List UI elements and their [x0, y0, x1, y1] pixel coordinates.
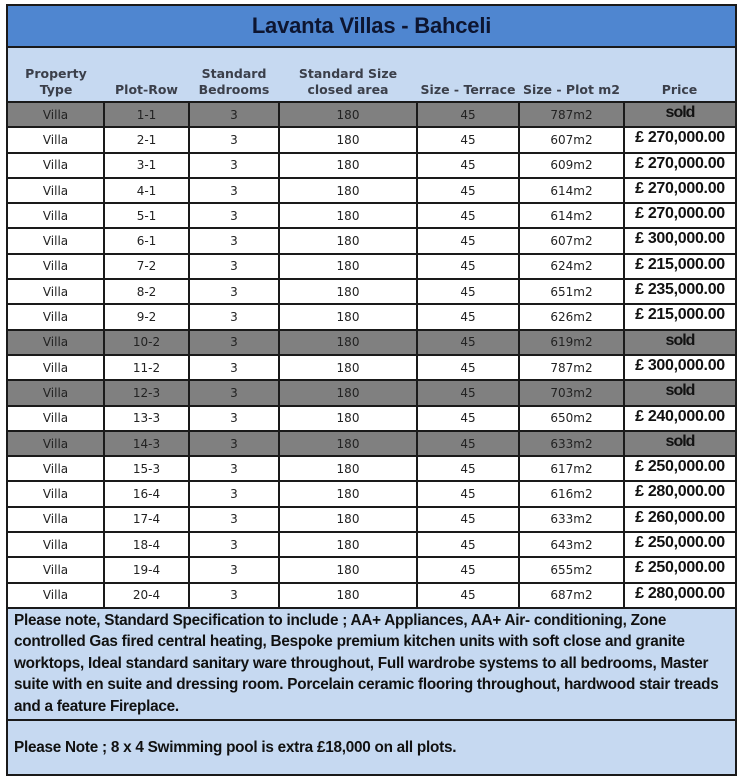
- plot-row-cell: 11-2: [104, 355, 189, 380]
- price-cell: £ 215,000.00: [624, 304, 735, 329]
- closed-area-cell: 180: [279, 431, 417, 456]
- plot-row-cell: 1-1: [104, 102, 189, 127]
- column-header-closed-area: Standard Size closed area: [279, 48, 417, 102]
- bedrooms-cell: 3: [189, 380, 279, 405]
- closed-area-cell: 180: [279, 304, 417, 329]
- plot-size-cell: 619m2: [519, 330, 624, 355]
- table-body: [8, 102, 735, 608]
- plot-size-cell: 626m2: [519, 304, 624, 329]
- terrace-cell: 45: [417, 456, 519, 481]
- closed-area-cell: 180: [279, 532, 417, 557]
- property-type-cell: Villa: [8, 380, 104, 405]
- closed-area-cell: 180: [279, 203, 417, 228]
- terrace-cell: 45: [417, 228, 519, 253]
- table-row: [8, 380, 735, 405]
- plot-size-cell: 607m2: [519, 127, 624, 152]
- property-type-cell: Villa: [8, 102, 104, 127]
- table-row: [8, 127, 735, 152]
- closed-area-cell: 180: [279, 153, 417, 178]
- table-row: [8, 481, 735, 506]
- property-type-cell: Villa: [8, 304, 104, 329]
- plot-row-cell: 18-4: [104, 532, 189, 557]
- bedrooms-cell: 3: [189, 355, 279, 380]
- plot-size-cell: 643m2: [519, 532, 624, 557]
- table-row: [8, 532, 735, 557]
- price-cell: £ 250,000.00: [624, 557, 735, 582]
- terrace-cell: 45: [417, 431, 519, 456]
- closed-area-cell: 180: [279, 330, 417, 355]
- table-row: [8, 431, 735, 456]
- bedrooms-cell: 3: [189, 127, 279, 152]
- bedrooms-cell: 3: [189, 481, 279, 506]
- plot-row-cell: 4-1: [104, 178, 189, 203]
- plot-size-cell: 609m2: [519, 153, 624, 178]
- terrace-cell: 45: [417, 127, 519, 152]
- bedrooms-cell: 3: [189, 279, 279, 304]
- table-row: [8, 153, 735, 178]
- property-type-cell: Villa: [8, 279, 104, 304]
- closed-area-cell: 180: [279, 481, 417, 506]
- column-header-plot-row: Plot-Row: [104, 48, 189, 102]
- property-type-cell: Villa: [8, 557, 104, 582]
- table-row: [8, 254, 735, 279]
- price-cell: sold: [624, 380, 735, 405]
- plot-row-cell: 13-3: [104, 406, 189, 431]
- plot-row-cell: 7-2: [104, 254, 189, 279]
- plot-size-cell: 787m2: [519, 102, 624, 127]
- plot-row-cell: 10-2: [104, 330, 189, 355]
- plot-size-cell: 633m2: [519, 507, 624, 532]
- bedrooms-cell: 3: [189, 406, 279, 431]
- plot-row-cell: 8-2: [104, 279, 189, 304]
- price-cell: £ 235,000.00: [624, 279, 735, 304]
- terrace-cell: 45: [417, 178, 519, 203]
- plot-row-cell: 3-1: [104, 153, 189, 178]
- table-row: [8, 102, 735, 127]
- plot-size-cell: 687m2: [519, 583, 624, 608]
- price-cell: sold: [624, 102, 735, 127]
- bedrooms-cell: 3: [189, 178, 279, 203]
- plot-row-cell: 16-4: [104, 481, 189, 506]
- property-type-cell: Villa: [8, 431, 104, 456]
- plot-row-cell: 2-1: [104, 127, 189, 152]
- terrace-cell: 45: [417, 279, 519, 304]
- table-row: [8, 583, 735, 608]
- plot-size-cell: 633m2: [519, 431, 624, 456]
- plot-size-cell: 655m2: [519, 557, 624, 582]
- table-row: [8, 456, 735, 481]
- closed-area-cell: 180: [279, 228, 417, 253]
- property-type-cell: Villa: [8, 406, 104, 431]
- plot-row-cell: 5-1: [104, 203, 189, 228]
- closed-area-cell: 180: [279, 102, 417, 127]
- page-title: Lavanta Villas - Bahceli: [8, 6, 735, 48]
- property-type-cell: Villa: [8, 153, 104, 178]
- bedrooms-cell: 3: [189, 254, 279, 279]
- column-header-property-type: Property Type: [8, 48, 104, 102]
- price-cell: £ 270,000.00: [624, 178, 735, 203]
- property-type-cell: Villa: [8, 127, 104, 152]
- plot-size-cell: 651m2: [519, 279, 624, 304]
- closed-area-cell: 180: [279, 355, 417, 380]
- terrace-cell: 45: [417, 481, 519, 506]
- terrace-cell: 45: [417, 102, 519, 127]
- terrace-cell: 45: [417, 355, 519, 380]
- column-header-terrace: Size - Terrace: [417, 48, 519, 102]
- table-row: [8, 406, 735, 431]
- plot-size-cell: 607m2: [519, 228, 624, 253]
- table-row: [8, 557, 735, 582]
- bedrooms-cell: 3: [189, 431, 279, 456]
- price-cell: £ 270,000.00: [624, 153, 735, 178]
- closed-area-cell: 180: [279, 279, 417, 304]
- price-cell: £ 270,000.00: [624, 203, 735, 228]
- table-row: [8, 228, 735, 253]
- column-header-plot-size: Size - Plot m2: [519, 48, 624, 102]
- property-type-cell: Villa: [8, 456, 104, 481]
- property-type-cell: Villa: [8, 203, 104, 228]
- table-row: [8, 330, 735, 355]
- terrace-cell: 45: [417, 330, 519, 355]
- terrace-cell: 45: [417, 254, 519, 279]
- terrace-cell: 45: [417, 507, 519, 532]
- table-row: [8, 355, 735, 380]
- plot-size-cell: 787m2: [519, 355, 624, 380]
- bedrooms-cell: 3: [189, 304, 279, 329]
- closed-area-cell: 180: [279, 178, 417, 203]
- plot-size-cell: 614m2: [519, 203, 624, 228]
- plot-row-cell: 20-4: [104, 583, 189, 608]
- column-header-price: Price: [624, 48, 735, 102]
- closed-area-cell: 180: [279, 557, 417, 582]
- closed-area-cell: 180: [279, 507, 417, 532]
- table-row: [8, 304, 735, 329]
- property-type-cell: Villa: [8, 330, 104, 355]
- terrace-cell: 45: [417, 203, 519, 228]
- price-cell: sold: [624, 431, 735, 456]
- price-cell: £ 280,000.00: [624, 583, 735, 608]
- price-cell: sold: [624, 330, 735, 355]
- property-type-cell: Villa: [8, 481, 104, 506]
- plot-size-cell: 703m2: [519, 380, 624, 405]
- table-header: [8, 48, 735, 102]
- closed-area-cell: 180: [279, 456, 417, 481]
- closed-area-cell: 180: [279, 380, 417, 405]
- property-type-cell: Villa: [8, 355, 104, 380]
- property-type-cell: Villa: [8, 583, 104, 608]
- price-cell: £ 270,000.00: [624, 127, 735, 152]
- property-type-cell: Villa: [8, 178, 104, 203]
- bedrooms-cell: 3: [189, 583, 279, 608]
- plot-row-cell: 6-1: [104, 228, 189, 253]
- price-cell: £ 240,000.00: [624, 406, 735, 431]
- plot-size-cell: 650m2: [519, 406, 624, 431]
- plot-row-cell: 9-2: [104, 304, 189, 329]
- terrace-cell: 45: [417, 304, 519, 329]
- closed-area-cell: 180: [279, 406, 417, 431]
- bedrooms-cell: 3: [189, 203, 279, 228]
- bedrooms-cell: 3: [189, 557, 279, 582]
- plot-row-cell: 15-3: [104, 456, 189, 481]
- price-cell: £ 280,000.00: [624, 481, 735, 506]
- bedrooms-cell: 3: [189, 102, 279, 127]
- bedrooms-cell: 3: [189, 532, 279, 557]
- terrace-cell: 45: [417, 532, 519, 557]
- table-row: [8, 203, 735, 228]
- column-header-bedrooms: Standard Bedrooms: [189, 48, 279, 102]
- bedrooms-cell: 3: [189, 330, 279, 355]
- table-row: [8, 178, 735, 203]
- plot-size-cell: 614m2: [519, 178, 624, 203]
- pool-note: Please Note ; 8 x 4 Swimming pool is extra £18,000 on all plots.: [8, 721, 735, 774]
- property-type-cell: Villa: [8, 532, 104, 557]
- plot-size-cell: 616m2: [519, 481, 624, 506]
- bedrooms-cell: 3: [189, 228, 279, 253]
- price-cell: £ 215,000.00: [624, 254, 735, 279]
- plot-size-cell: 624m2: [519, 254, 624, 279]
- specification-note: Please note, Standard Specification to include ; AA+ Appliances, AA+ Air- conditioning, Zone controlled Gas fired central heating, Bespoke premium kitchen units with soft close and granite worktops, Ideal standard sanitary ware throughout, Full wardrobe systems to all bedrooms, Master suite with en suite and dressing room. Porcelain ceramic flooring throughout, hardwood stair treads and a feature Fireplace.: [8, 609, 735, 722]
- property-type-cell: Villa: [8, 228, 104, 253]
- price-cell: £ 300,000.00: [624, 228, 735, 253]
- table-row: [8, 507, 735, 532]
- price-cell: £ 250,000.00: [624, 532, 735, 557]
- terrace-cell: 45: [417, 153, 519, 178]
- closed-area-cell: 180: [279, 254, 417, 279]
- price-cell: £ 260,000.00: [624, 507, 735, 532]
- price-cell: £ 300,000.00: [624, 355, 735, 380]
- plot-row-cell: 17-4: [104, 507, 189, 532]
- closed-area-cell: 180: [279, 583, 417, 608]
- plot-row-cell: 14-3: [104, 431, 189, 456]
- table-row: [8, 279, 735, 304]
- terrace-cell: 45: [417, 583, 519, 608]
- bedrooms-cell: 3: [189, 456, 279, 481]
- plot-size-cell: 617m2: [519, 456, 624, 481]
- bedrooms-cell: 3: [189, 153, 279, 178]
- price-table: [8, 48, 735, 609]
- plot-row-cell: 12-3: [104, 380, 189, 405]
- bedrooms-cell: 3: [189, 507, 279, 532]
- price-cell: £ 250,000.00: [624, 456, 735, 481]
- property-type-cell: Villa: [8, 254, 104, 279]
- terrace-cell: 45: [417, 406, 519, 431]
- price-list-sheet: [6, 4, 737, 776]
- plot-row-cell: 19-4: [104, 557, 189, 582]
- closed-area-cell: 180: [279, 127, 417, 152]
- terrace-cell: 45: [417, 557, 519, 582]
- property-type-cell: Villa: [8, 507, 104, 532]
- terrace-cell: 45: [417, 380, 519, 405]
